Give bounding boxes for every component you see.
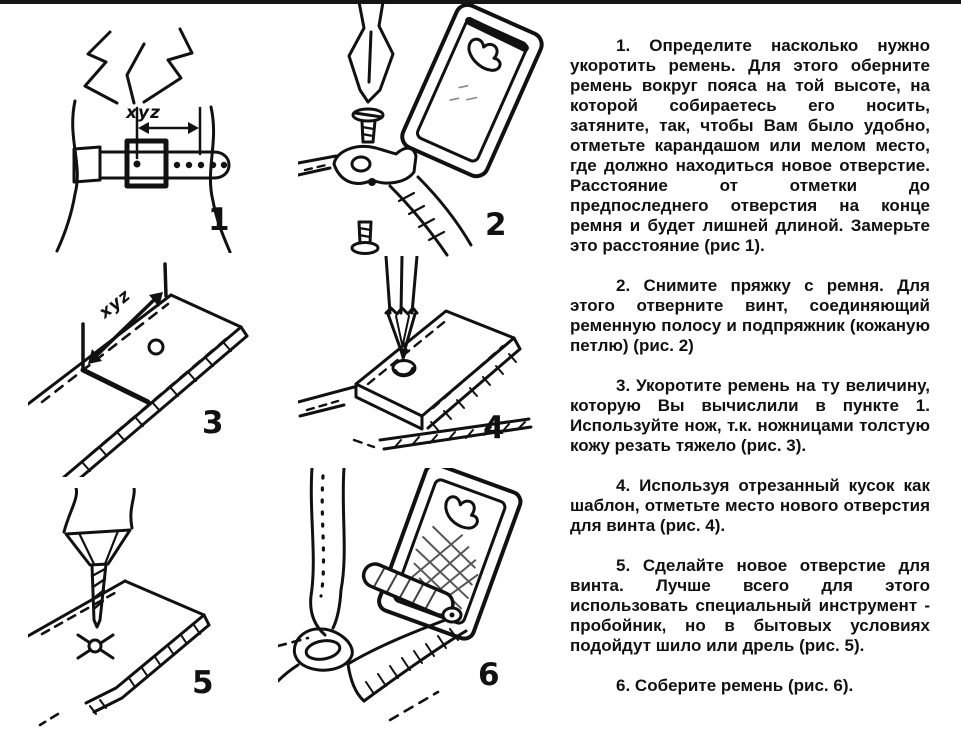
step-number: 5. <box>616 556 631 575</box>
figure-1-drawing <box>30 8 320 253</box>
marked-hole <box>393 361 415 376</box>
instruction-step-5 <box>570 556 930 656</box>
figure-number-6: 6 <box>478 657 500 693</box>
step-number: 2. <box>616 276 631 295</box>
figure-number-4: 4 <box>483 410 505 446</box>
figure-5-drawing <box>28 488 313 736</box>
belt-with-buckle <box>74 141 229 186</box>
punch-mark <box>78 635 113 658</box>
instruction-step-3 <box>570 376 930 456</box>
step-text: Используя отрезанный кусок как шаблон, отметьте место нового отверстия для винта (рис. 4). <box>570 476 930 535</box>
step-number: 6. <box>616 676 631 695</box>
step-text: Снимите пряжку с ремня. Для этого отверните винт, соединяющий ременную полосу и подпряжник (кожаную петлю) (рис. 2) <box>570 276 930 355</box>
instructions-column <box>570 36 930 716</box>
shirt-collar <box>85 29 192 103</box>
figure-5-drill-hole <box>28 488 313 736</box>
loose-screw <box>352 222 378 254</box>
belt-holes <box>174 162 227 168</box>
screw <box>353 109 383 142</box>
step-text: Определите насколько нужно укоротить ремень. Для этого оберните ремень вокруг пояса на той высоте, на которой собираетесь его носить, затяните, так, чтобы Вам было удобно, отметьте карандашом или мелом место, где должно находиться новое отверстие. Расстояние от отметки до предпоследнего отверстия на конце ремня и будет лишней длиной. Замерьте это расстояние (рис 1). <box>570 36 930 255</box>
figure-1-belt-on-waist <box>30 8 320 253</box>
instruction-step-4 <box>570 476 930 536</box>
step-text: Сделайте новое отверстие для винта. Лучше всего для этого использовать специальный инструмент - пробойник, но в бытовых условиях подойдут шило или дрель (рис. 5). <box>570 556 930 655</box>
instruction-step-2 <box>570 276 930 356</box>
figure-4-drawing <box>298 256 563 468</box>
step-text: Укоротите ремень на ту величину, которую Вы вычислили в пункте 1. Используйте нож, т.к. ножницами толстую кожу резать тяжело (рис. 3). <box>570 376 930 455</box>
figure-3-cut-length <box>28 252 313 477</box>
step-number: 4. <box>616 476 631 495</box>
drill <box>64 488 134 565</box>
belt-strap <box>298 156 471 255</box>
cut-line <box>83 370 148 402</box>
figure-number-1: 1 <box>208 202 230 238</box>
figure-number-3: 3 <box>202 405 224 441</box>
screwdriver <box>349 2 393 102</box>
belt-strip <box>28 581 209 725</box>
figure-4-mark-hole <box>298 256 563 468</box>
figure-2-unscrew-buckle <box>298 2 563 262</box>
vertical-strap <box>311 468 345 635</box>
belt-tail <box>278 619 466 720</box>
dimension-label-xyz: xyz <box>126 103 161 123</box>
figure-6-assembled-belt <box>278 468 563 743</box>
step-text: Соберите ремень (рис. 6). <box>634 676 854 695</box>
step-number: 3. <box>616 376 631 395</box>
buckle-hinge-plate <box>334 146 416 183</box>
keeper-loop <box>278 629 352 681</box>
buckle-frame <box>398 2 545 180</box>
figure-number-5: 5 <box>192 665 214 701</box>
figure-3-drawing <box>28 252 313 477</box>
step-number: 1. <box>616 36 631 55</box>
figure-number-2: 2 <box>485 207 507 243</box>
roller-bar <box>360 561 461 622</box>
dimension-label-xyz: xyz <box>95 285 136 323</box>
instruction-step-1 <box>570 36 930 256</box>
figure-2-drawing <box>298 2 563 262</box>
figure-6-drawing <box>278 468 563 743</box>
existing-hole <box>149 340 163 354</box>
instruction-step-6 <box>570 676 930 696</box>
belt-strip <box>28 295 247 477</box>
